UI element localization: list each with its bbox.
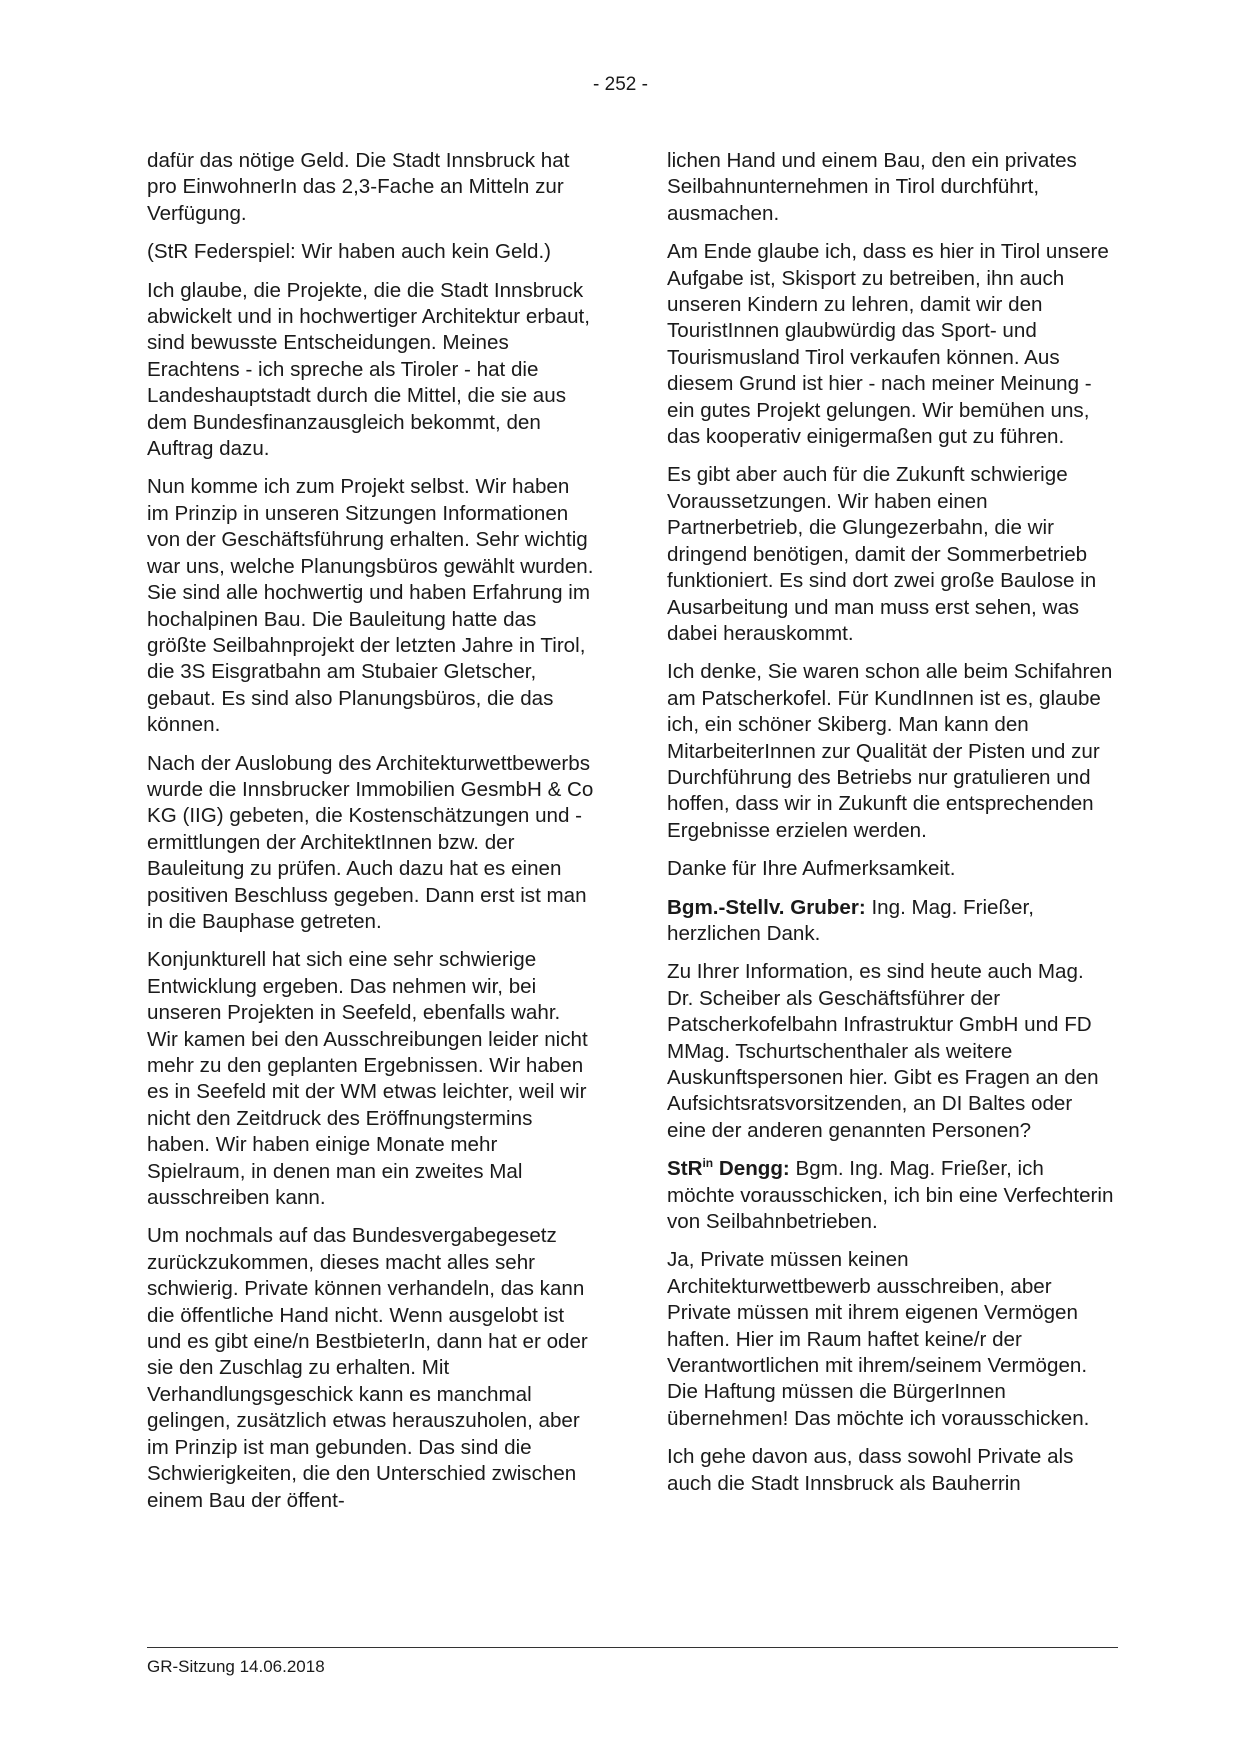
paragraph: Es gibt aber auch für die Zukunft schwierige Voraussetzungen. Wir haben einen Partnerbetrieb, die Glungezerbahn, die wir dringend benötigen, damit der Sommerbetrieb funktioniert. Es sind dort zwei große Baulose in Ausarbeitung und man muss erst sehen, was dabei herauskommt. <box>667 463 1097 645</box>
footer-text: GR-Sitzung 14.06.2018 <box>147 1657 325 1676</box>
paragraph: Danke für Ihre Aufmerksamkeit. <box>667 857 956 881</box>
speaker-title-superscript: in <box>702 1156 714 1171</box>
paragraph: Konjunkturell hat sich eine sehr schwierige Entwicklung ergeben. Das nehmen wir, bei unseren Projekten in Seefeld, ebenfalls wahr. Wir kamen bei den Ausschreibungen leider nicht mehr zu den geplanten Ergebnissen. Wir haben es in Seefeld mit der WM etwas leichter, weil wir nicht den Zeitdruck des Eröffnungstermins haben. Wir haben einige Monate mehr Spielraum, in denen man ein zweites Mal ausschreiben kann. <box>147 948 588 1210</box>
speaker-paragraph <box>667 1156 1115 1235</box>
paragraph: Ja, Private müssen keinen Architekturwettbewerb ausschreiben, aber Private müssen mit ihrem eigenen Vermögen haften. Hier im Raum haftet keine/r der Verantwortlichen mit ihrem/seinem Vermögen. Die Haftung müssen die BürgerInnen übernehmen! Das möchte ich vorausschicken. <box>667 1248 1090 1430</box>
paragraph: Ich gehe davon aus, dass sowohl Private als auch die Stadt Innsbruck als Bauherrin <box>667 1445 1074 1495</box>
speaker-name: Bgm.-Stellv. Gruber: <box>667 895 866 919</box>
paragraph: Um nochmals auf das Bundesvergabegesetz zurückzukommen, dieses macht alles sehr schwierig. Private können verhandeln, das kann die öffentliche Hand nicht. Wenn ausgelobt ist und es gibt eine/n BestbieterIn, dann hat er oder sie den Zuschlag zu erhalten. Mit Verhandlungsgeschick kann es manchmal gelingen, zusätzlich etwas herauszuholen, aber im Prinzip ist man gebunden. Das sind die Schwierigkeiten, die den Unterschied zwischen einem Bau der öffent- <box>147 1224 588 1512</box>
speaker-title: StR <box>667 1157 703 1181</box>
paragraph: Zu Ihrer Information, es sind heute auch Mag. Dr. Scheiber als Geschäftsführer der Patscherkofelbahn Infrastruktur GmbH und FD MMag. Tschurtschenthaler als weitere Auskunftspersonen hier. Gibt es Fragen an den Aufsichtsratsvorsitzenden, an DI Baltes oder eine der anderen genannten Personen? <box>667 960 1099 1142</box>
left-column <box>147 148 595 1526</box>
paragraph: (StR Federspiel: Wir haben auch kein Geld.) <box>147 240 552 264</box>
paragraph: Ich glaube, die Projekte, die die Stadt Innsbruck abwickelt und in hochwertiger Architektur erbaut, sind bewusste Entscheidungen. Meines Erachtens - ich spreche als Tiroler - hat die Landeshauptstadt durch die Mittel, die sie aus dem Bundesfinanzausgleich bekommt, den Auftrag dazu. <box>147 278 590 461</box>
speaker-name: Dengg: <box>713 1157 790 1181</box>
paragraph: Nach der Auslobung des Architekturwettbewerbs wurde die Innsbrucker Immobilien GesmbH & Co KG (IIG) gebeten, die Kostenschätzungen und -ermittlungen der ArchitektInnen bzw. der Bauleitung zu prüfen. Auch dazu hat es einen positiven Beschluss gegeben. Dann erst ist man in die Bauphase getreten. <box>147 751 594 933</box>
paragraph: Ich denke, Sie waren schon alle beim Schifahren am Patscherkofel. Für KundInnen ist es, glaube ich, ein schöner Skiberg. Man kann den MitarbeiterInnen zur Qualität der Pisten und zur Durchführung des Betriebs nur gratulieren und hoffen, dass wir in Zukunft die entsprechenden Ergebnisse erzielen werden. <box>667 660 1113 842</box>
paragraph: Am Ende glaube ich, dass es hier in Tirol unsere Aufgabe ist, Skisport zu betreiben, ihn auch unseren Kindern zu lehren, damit wir den TouristInnen glaubwürdig das Sport- und Tourismusland Tirol verkaufen können. Aus diesem Grund ist hier - nach meiner Meinung - ein gutes Projekt gelungen. Wir bemühen uns, das kooperativ einigermaßen gut zu führen. <box>667 240 1109 449</box>
page-number: - 252 - <box>593 74 648 95</box>
paragraph: lichen Hand und einem Bau, den ein privates Seilbahnunternehmen in Tirol durchführt, ausmachen. <box>667 149 1077 225</box>
speech-text: Ing. Mag. Frießer, herzlichen Dank. <box>667 895 1034 945</box>
footer-divider <box>147 1647 1118 1648</box>
paragraph: Nun komme ich zum Projekt selbst. Wir haben im Prinzip in unseren Sitzungen Informationen von der Geschäftsführung erhalten. Sehr wichtig war uns, welche Planungsbüros gewählt wurden. Sie sind alle hochwertig und haben Erfahrung im hochalpinen Bau. Die Bauleitung hatte das größte Seilbahnprojekt der letzten Jahre in Tirol, die 3S Eisgratbahn am Stubaier Gletscher, gebaut. Es sind also Planungsbüros, die das können. <box>147 475 594 737</box>
right-column <box>667 148 1115 1509</box>
paragraph: dafür das nötige Geld. Die Stadt Innsbruck hat pro EinwohnerIn das 2,3-Fache an Mitteln zur Verfügung. <box>147 149 570 225</box>
speaker-paragraph <box>667 895 1115 948</box>
speech-text: Bgm. Ing. Mag. Frießer, ich möchte vorausschicken, ich bin eine Verfechterin von Seilbahnbetrieben. <box>667 1157 1114 1234</box>
